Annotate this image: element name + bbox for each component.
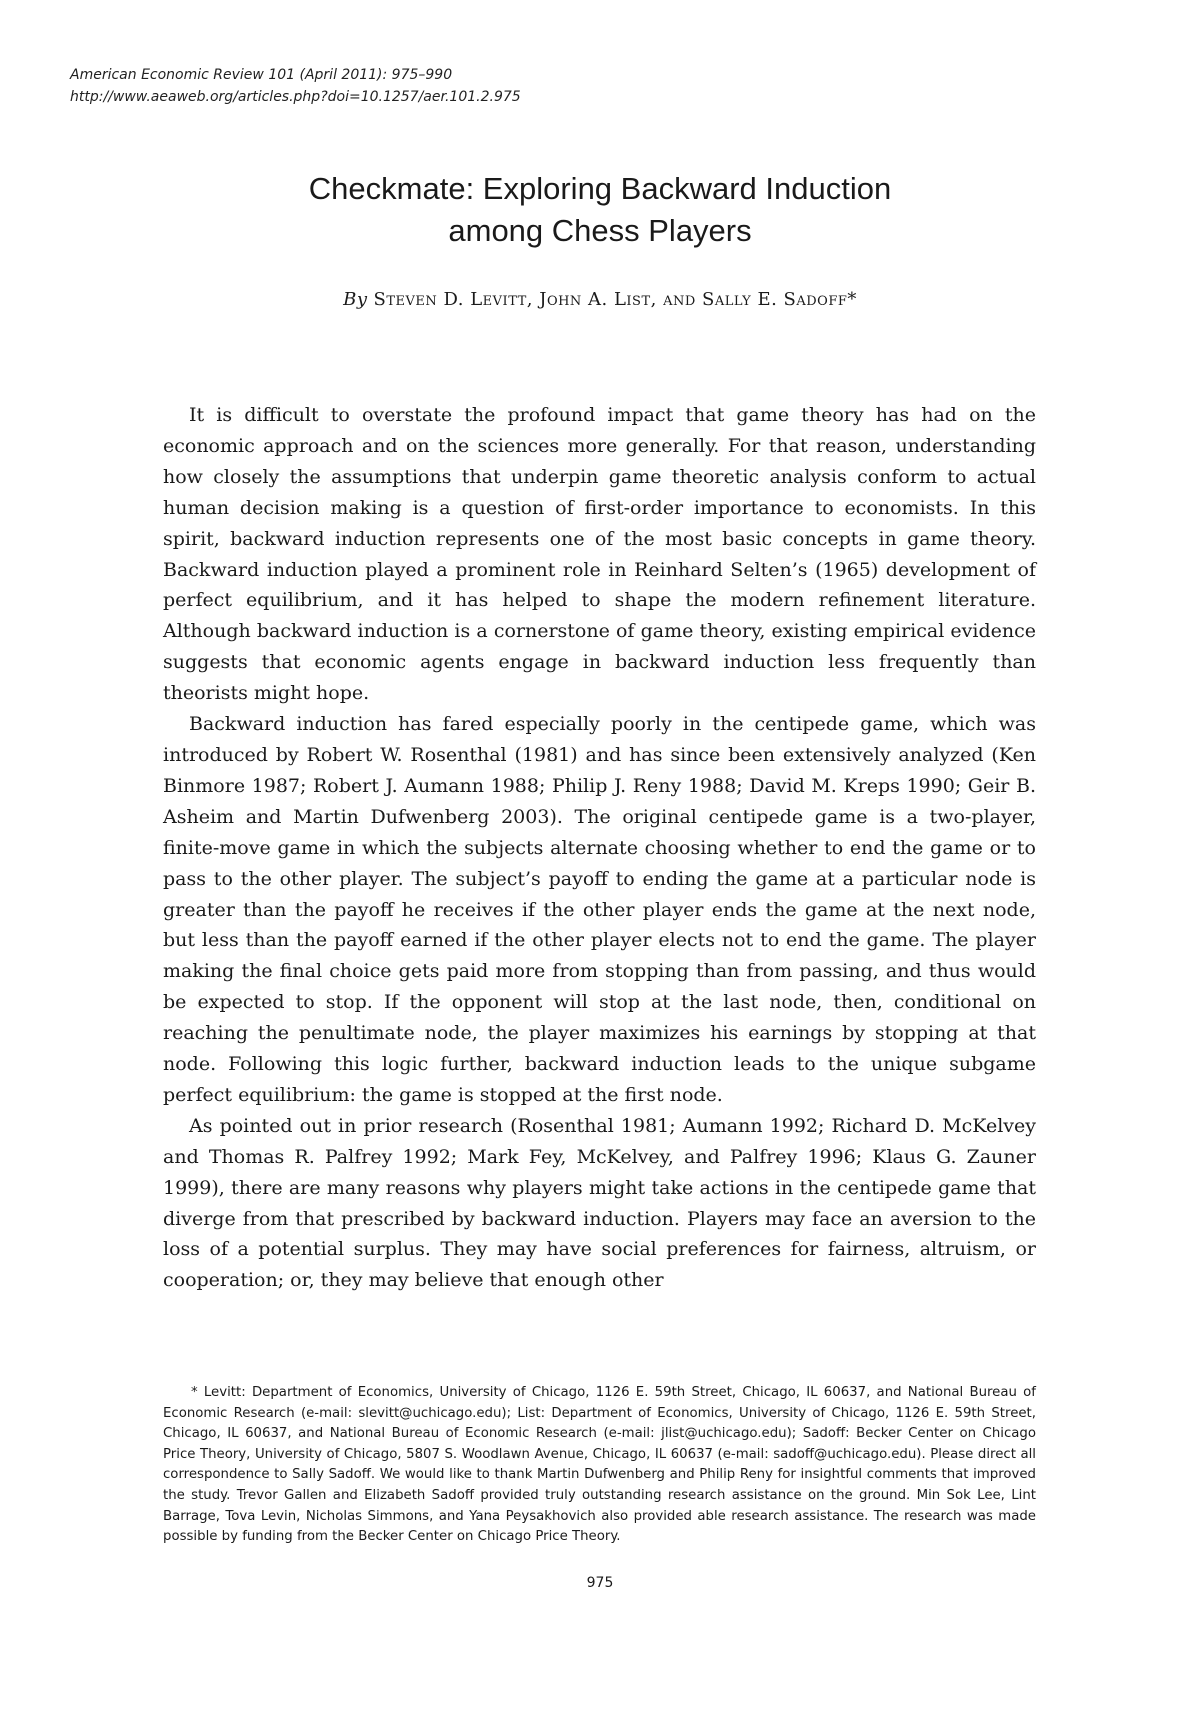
body-paragraph-1: It is difficult to overstate the profound impact that game theory has had on the economic approach and on the sciences more generally. For that reason, understanding how closely the assumptions that underpin game theoretic analysis conform to actual human decision making is a question of first-order importance to economists. In this spirit, backward induction represents one of the most basic concepts in game theory. Backward induction played a prominent role in Reinhard Selten’s (1965) development of perfect equilibrium, and it has helped to shape the modern refinement literature. Although backward induction is a cornerstone of game theory, existing empirical evidence suggests that economic agents engage in backward induction less frequently than theorists might hope. (163, 404, 1036, 705)
footnote-text: * Levitt: Department of Economics, University of Chicago, 1126 E. 59th Street, Chicago, IL 60637, and National Bureau of Economic Research (e-mail: slevitt@uchicago.edu); List: Department of Economics, University of Chicago, 1126 E. 59th Street, Chicago, IL 60637, and National Bureau of Economic Research (e-mail: jlist@uchicago.edu); Sadoff: Becker Center on Chicago Price Theory, University of Chicago, 5807 S. Woodlawn Avenue, Chicago, IL 60637 (e-mail: sadoff@uchicago.edu). Please direct all correspondence to Sally Sadoff. We would like to thank Martin Dufwenberg and Philip Reny for insightful comments that improved the study. Trevor Gallen and Elizabeth Sadoff provided truly outstanding research assistance on the ground. Min Sok Lee, Lint Barrage, Tova Levin, Nicholas Simmons, and Yana Peysakhovich also provided able research assistance. The research was made possible by funding from the Becker Center on Chicago Price Theory. (163, 1385, 1036, 1545)
doi-link[interactable]: http://www.aeaweb.org/articles.php?doi=10.1257/aer.101.2.975 (70, 89, 521, 105)
author-footnote (163, 1383, 1036, 1548)
article-title (0, 168, 1200, 252)
journal-header (70, 64, 521, 108)
byline-prefix: By (343, 289, 368, 310)
author-names: Steven D. Levitt, John A. List, and Sally E. Sadoff* (373, 289, 857, 310)
body-paragraph-3: As pointed out in prior research (Rosenthal 1981; Aumann 1992; Richard D. McKelvey and Thomas R. Palfrey 1992; Mark Fey, McKelvey, and Palfrey 1996; Klaus G. Zauner 1999), there are many reasons why players might take actions in the centipede game that diverge from that prescribed by backward induction. Players may face an aversion to the loss of a potential surplus. They may have social preferences for fairness, altruism, or cooperation; or, they may believe that enough other (163, 1114, 1036, 1292)
body-paragraph-2: Backward induction has fared especially poorly in the centipede game, which was introduced by Robert W. Rosenthal (1981) and has since been extensively analyzed (Ken Binmore 1987; Robert J. Aumann 1988; Philip J. Reny 1988; David M. Kreps 1990; Geir B. Asheim and Martin Dufwenberg 2003). The original centipede game is a two-player, finite-move game in which the subjects alternate choosing whether to end the game or to pass to the other player. The subject’s payoff to ending the game at a particular node is greater than the payoff he receives if the other player ends the game at the next node, but less than the payoff earned if the other player elects not to end the game. The player making the final choice gets paid more from stopping than from passing, and thus would be expected to stop. If the opponent will stop at the last node, then, conditional on reaching the penultimate node, the player maximizes his earnings by stopping at that node. Following this logic further, backward induction leads to the unique subgame perfect equilibrium: the game is stopped at the first node. (163, 713, 1036, 1106)
article-body (163, 400, 1036, 1296)
title-line-1: Checkmate: Exploring Backward Induction (308, 171, 892, 206)
journal-citation: American Economic Review 101 (April 2011): 975–990 (70, 67, 453, 83)
title-line-2: among Chess Players (448, 213, 752, 248)
page-number: 975 (586, 1575, 614, 1591)
author-byline (0, 289, 1200, 310)
